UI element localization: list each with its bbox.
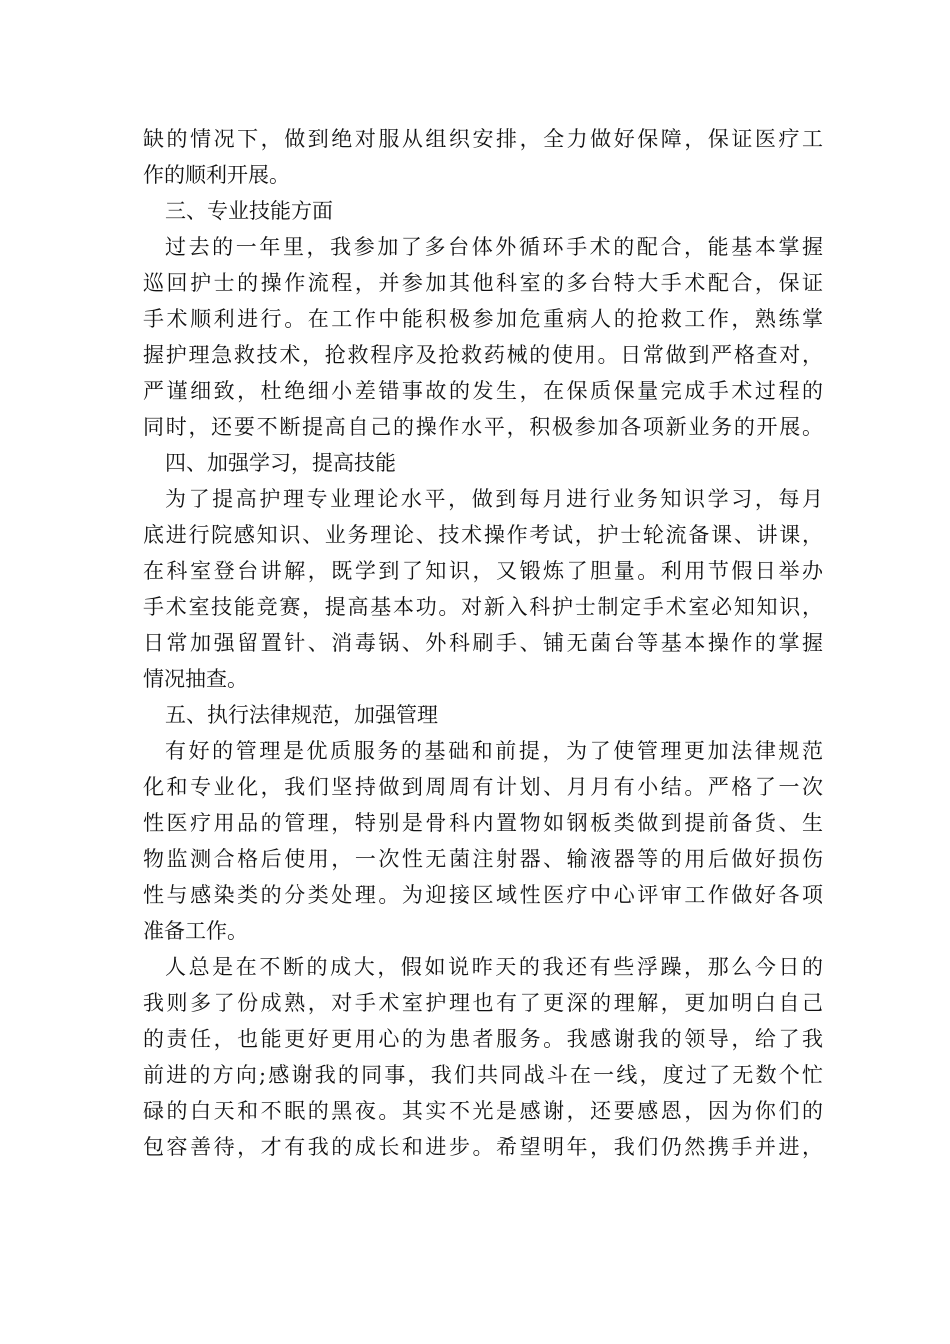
text-line-24: 人总是在不断的成大，假如说昨天的我还有些浮躁，那么今日的: [165, 955, 823, 979]
text-line-26: 的责任，也能更好更用心的为患者服务。我感谢我的领导，给了我: [143, 1027, 823, 1051]
text-line-16: 情况抽查。: [143, 667, 248, 691]
section-heading-3: 三、专业技能方面: [165, 199, 333, 223]
text-line-2: 作的顺利开展。: [143, 163, 290, 187]
text-line-11: 为了提高护理专业理论水平，做到每月进行业务知识学习，每月: [165, 487, 823, 511]
text-line-4: 过去的一年里，我参加了多台体外循环手术的配合，能基本掌握: [165, 235, 823, 259]
text-line-5: 巡回护士的操作流程，并参加其他科室的多台特大手术配合，保证: [143, 271, 823, 295]
text-line-28: 碌的白天和不眠的黑夜。其实不光是感谢，还要感恩，因为你们的: [143, 1099, 823, 1123]
document-body: [143, 121, 823, 1165]
text-line-25: 我则多了份成熟，对手术室护理也有了更深的理解，更加明白自己: [143, 991, 823, 1015]
text-line-29: 包容善待，才有我的成长和进步。希望明年，我们仍然携手并进，: [143, 1135, 823, 1159]
text-line-19: 化和专业化，我们坚持做到周周有计划、月月有小结。严格了一次: [143, 775, 823, 799]
text-line-18: 有好的管理是优质服务的基础和前提，为了使管理更加法律规范: [165, 739, 823, 763]
section-heading-4: 四、加强学习，提高技能: [165, 451, 396, 475]
text-line-22: 性与感染类的分类处理。为迎接区域性医疗中心评审工作做好各项: [143, 883, 823, 907]
text-line-9: 同时，还要不断提高自己的操作水平，积极参加各项新业务的开展。: [143, 415, 823, 439]
text-line-1: 缺的情况下，做到绝对服从组织安排，全力做好保障，保证医疗工: [143, 127, 823, 151]
text-line-20: 性医疗用品的管理，特别是骨科内置物如钢板类做到提前备货、生: [143, 811, 823, 835]
text-line-23: 准备工作。: [143, 919, 248, 943]
text-line-14: 手术室技能竞赛，提高基本功。对新入科护士制定手术室必知知识，: [143, 595, 823, 619]
text-line-15: 日常加强留置针、消毒锅、外科刷手、铺无菌台等基本操作的掌握: [143, 631, 823, 655]
text-line-6: 手术顺利进行。在工作中能积极参加危重病人的抢救工作，熟练掌: [143, 307, 823, 331]
text-line-12: 底进行院感知识、业务理论、技术操作考试，护士轮流备课、讲课，: [143, 523, 823, 547]
text-line-7: 握护理急救技术，抢救程序及抢救药械的使用。日常做到严格查对，: [143, 343, 823, 367]
section-heading-5: 五、执行法律规范，加强管理: [165, 703, 438, 727]
text-line-21: 物监测合格后使用，一次性无菌注射器、输液器等的用后做好损伤: [143, 847, 823, 871]
text-line-27: 前进的方向;感谢我的同事，我们共同战斗在一线，度过了无数个忙: [143, 1063, 823, 1087]
text-line-13: 在科室登台讲解，既学到了知识，又锻炼了胆量。利用节假日举办: [143, 559, 823, 583]
text-line-8: 严谨细致，杜绝细小差错事故的发生，在保质保量完成手术过程的: [143, 379, 823, 403]
